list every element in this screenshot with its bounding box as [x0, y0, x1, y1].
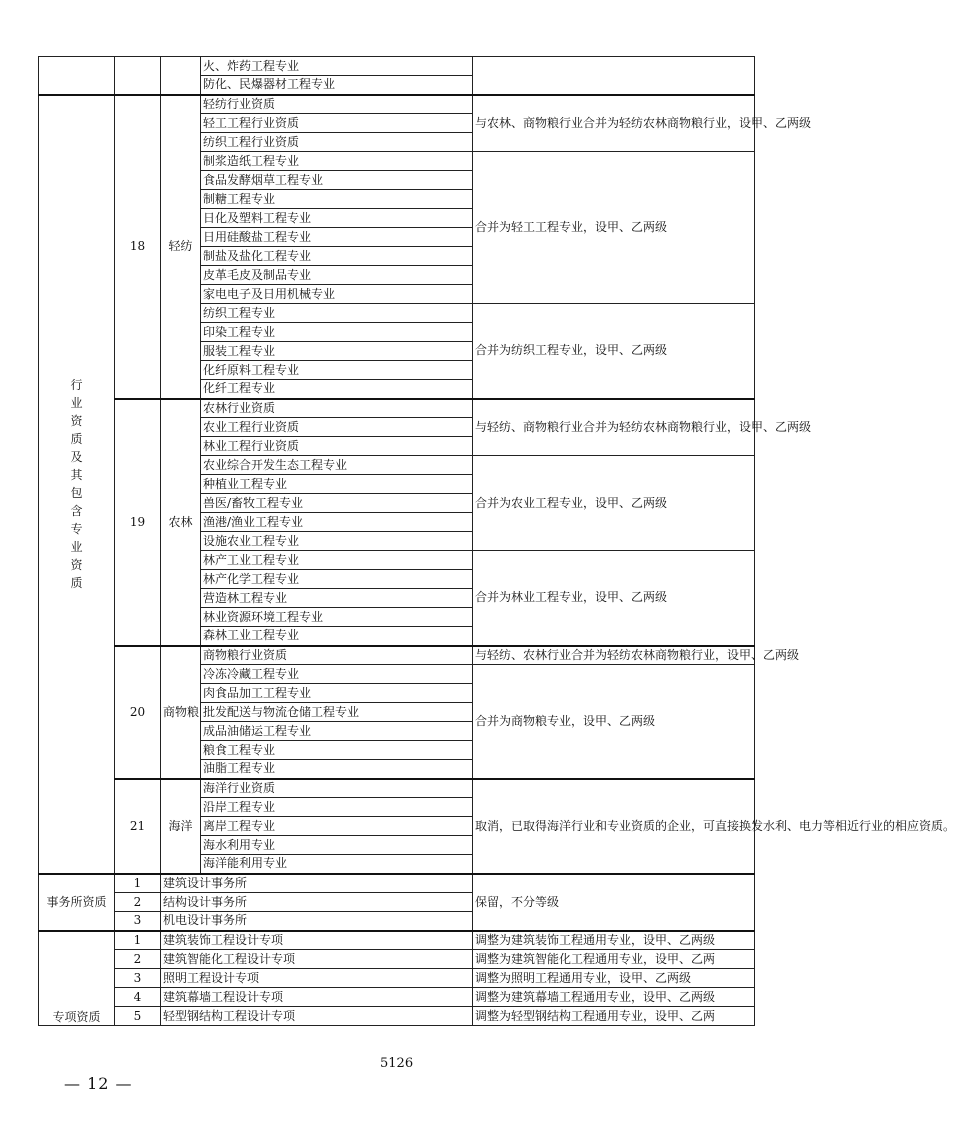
row-number: 3 [115, 969, 161, 988]
table-row [39, 950, 755, 969]
group-cell-continued [39, 57, 115, 95]
note-cell: 调整为照明工程通用专业，设甲、乙两级 [473, 969, 755, 988]
note-cell: 合并为农业工程专业，设甲、乙两级 [473, 456, 755, 551]
item-cell: 日化及塑料工程专业 [201, 209, 473, 228]
industry-number: 18 [115, 95, 161, 399]
item-cell: 制糖工程专业 [201, 190, 473, 209]
firm-section-label: 事务所资质 [39, 874, 115, 931]
table-row [39, 95, 755, 114]
item-cell: 轻型钢结构工程设计专项 [161, 1007, 473, 1026]
table-row [39, 969, 755, 988]
category-cell-continued [161, 57, 201, 95]
item-cell: 制浆造纸工程专业 [201, 152, 473, 171]
row-number: 2 [115, 893, 161, 912]
note-cell: 调整为建筑幕墙工程通用专业，设甲、乙两级 [473, 988, 755, 1007]
item-cell: 离岸工程专业 [201, 817, 473, 836]
table-row [39, 646, 755, 665]
qualification-table [38, 56, 955, 1026]
item-cell: 食品发酵烟草工程专业 [201, 171, 473, 190]
item-cell: 制盐及盐化工程专业 [201, 247, 473, 266]
industry-name: 轻纺 [161, 95, 201, 399]
item-cell: 海洋行业资质 [201, 779, 473, 798]
note-cell: 与农林、商物粮行业合并为轻纺农林商物粮行业，设甲、乙两级 [473, 95, 755, 152]
note-cell: 与轻纺、农林行业合并为轻纺农林商物粮行业，设甲、乙两级 [473, 646, 755, 665]
item-cell: 农业工程行业资质 [201, 418, 473, 437]
item-cell: 日用硅酸盐工程专业 [201, 228, 473, 247]
item-cell: 建筑设计事务所 [161, 874, 473, 893]
item-cell: 化纤工程专业 [201, 380, 473, 399]
item-cell: 农林行业资质 [201, 399, 473, 418]
item-cell: 印染工程专业 [201, 323, 473, 342]
note-cell: 保留，不分等级 [473, 874, 755, 931]
item-cell: 成品油储运工程专业 [201, 722, 473, 741]
industry-number: 20 [115, 646, 161, 779]
item-cell: 林业工程行业资质 [201, 437, 473, 456]
item-cell: 皮革毛皮及制品专业 [201, 266, 473, 285]
note-cell: 合并为纺织工程专业，设甲、乙两级 [473, 304, 755, 399]
item-cell: 建筑装饰工程设计专项 [161, 931, 473, 950]
table-row [39, 988, 755, 1007]
item-cell: 服装工程专业 [201, 342, 473, 361]
item-cell: 照明工程设计专项 [161, 969, 473, 988]
item-cell: 肉食品加工工程专业 [201, 684, 473, 703]
table-row [39, 57, 755, 76]
item-cell: 纺织工程专业 [201, 304, 473, 323]
industry-number: 21 [115, 779, 161, 874]
note-cell: 取消，已取得海洋行业和专业资质的企业，可直接换发水利、电力等相近行业的相应资质。 [473, 779, 755, 874]
num-cell-continued [115, 57, 161, 95]
item-cell: 火、炸药工程专业 [201, 57, 473, 76]
table-row [39, 931, 755, 950]
row-number: 1 [115, 931, 161, 950]
item-cell: 营造林工程专业 [201, 589, 473, 608]
item-cell: 商物粮行业资质 [201, 646, 473, 665]
note-cell: 合并为轻工工程专业，设甲、乙两级 [473, 152, 755, 304]
table-row [39, 779, 755, 798]
row-number: 4 [115, 988, 161, 1007]
item-cell: 建筑智能化工程设计专项 [161, 950, 473, 969]
row-number: 5 [115, 1007, 161, 1026]
note-cell: 与轻纺、商物粮行业合并为轻纺农林商物粮行业，设甲、乙两级 [473, 399, 755, 456]
item-cell: 农业综合开发生态工程专业 [201, 456, 473, 475]
note-cell: 调整为建筑智能化工程通用专业，设甲、乙两 [473, 950, 755, 969]
item-cell: 家电电子及日用机械专业 [201, 285, 473, 304]
item-cell: 林产化学工程专业 [201, 570, 473, 589]
item-cell: 粮食工程专业 [201, 741, 473, 760]
item-cell: 森林工业工程专业 [201, 627, 473, 646]
note-cell: 调整为轻型钢结构工程通用专业，设甲、乙两 [473, 1007, 755, 1026]
note-cell: 合并为商物粮专业，设甲、乙两级 [473, 665, 755, 779]
item-cell: 轻工工程行业资质 [201, 114, 473, 133]
item-cell: 结构设计事务所 [161, 893, 473, 912]
industry-group-label [39, 95, 115, 874]
item-cell: 林业资源环境工程专业 [201, 608, 473, 627]
item-cell: 设施农业工程专业 [201, 532, 473, 551]
item-cell: 渔港/渔业工程专业 [201, 513, 473, 532]
item-cell: 沿岸工程专业 [201, 798, 473, 817]
item-cell: 兽医/畜牧工程专业 [201, 494, 473, 513]
item-cell: 轻纺行业资质 [201, 95, 473, 114]
note-cell: 合并为林业工程专业，设甲、乙两级 [473, 551, 755, 646]
industry-name: 海洋 [161, 779, 201, 874]
industry-name: 商物粮 [161, 646, 201, 779]
item-cell: 建筑幕墙工程设计专项 [161, 988, 473, 1007]
table-row [39, 874, 755, 893]
item-cell: 纺织工程行业资质 [201, 133, 473, 152]
item-cell: 化纤原料工程专业 [201, 361, 473, 380]
item-cell: 防化、民爆器材工程专业 [201, 76, 473, 95]
special-section-label: 专项资质 [39, 931, 115, 1026]
footer-page-label: — 12 — [64, 1074, 133, 1093]
item-cell: 油脂工程专业 [201, 760, 473, 779]
item-cell: 林产工业工程专业 [201, 551, 473, 570]
item-cell: 冷冻冷藏工程专业 [201, 665, 473, 684]
industry-group-label-text: 行业资质及其包含专业资质 [70, 378, 83, 590]
item-cell: 机电设计事务所 [161, 912, 473, 931]
item-cell: 海水利用专业 [201, 836, 473, 855]
item-cell: 批发配送与物流仓储工程专业 [201, 703, 473, 722]
note-cell-continued [473, 57, 755, 95]
note-cell: 调整为建筑装饰工程通用专业，设甲、乙两级 [473, 931, 755, 950]
table-row [39, 1007, 755, 1026]
row-number: 3 [115, 912, 161, 931]
table-row [39, 399, 755, 418]
industry-number: 19 [115, 399, 161, 646]
page-number: 5126 [380, 1056, 414, 1071]
row-number: 1 [115, 874, 161, 893]
item-cell: 种植业工程专业 [201, 475, 473, 494]
row-number: 2 [115, 950, 161, 969]
item-cell: 海洋能利用专业 [201, 855, 473, 874]
industry-name: 农林 [161, 399, 201, 646]
